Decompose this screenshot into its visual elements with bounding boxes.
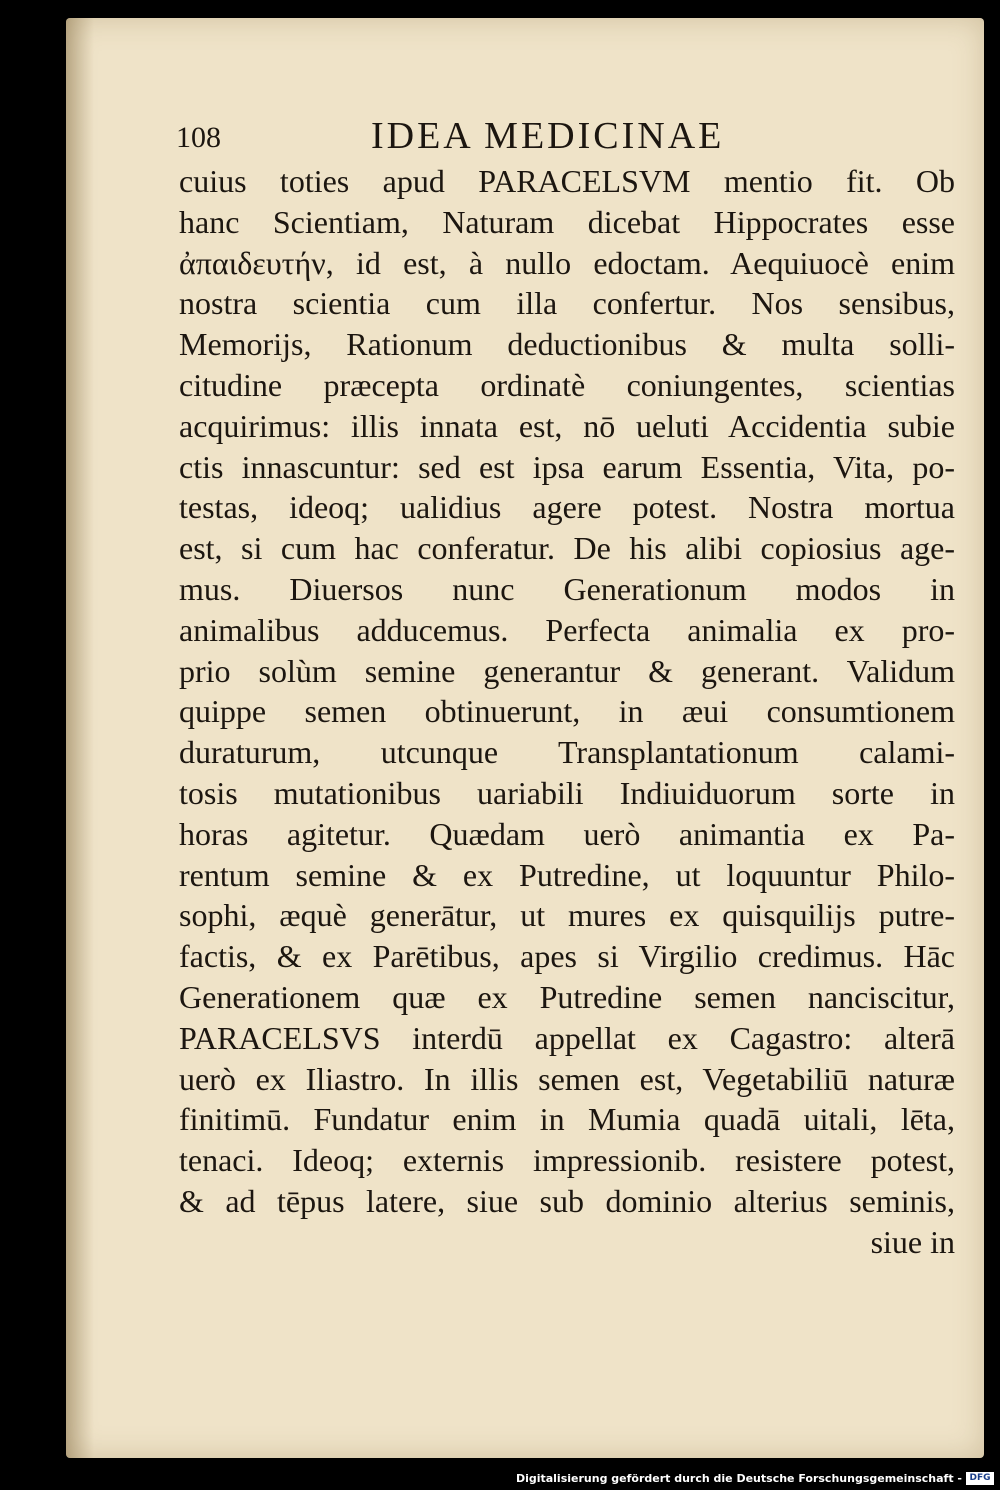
text-line: testas, ideoq; ualidius agere potest. Nostra mortua [179, 489, 955, 526]
catchword: siue in [870, 1223, 955, 1260]
text-line: sophi, æquè generātur, ut mures ex quisquilijs putre- [179, 897, 955, 934]
text-line: & ad tēpus latere, siue sub dominio alterius seminis, [179, 1182, 955, 1219]
digitization-credit: Digitalisierung gefördert durch die Deutsche Forschungsgemeinschaft - [515, 1472, 962, 1485]
text-line: factis, & ex Parētibus, apes si Virgilio credimus. Hāc [179, 938, 955, 975]
text-line: hanc Scientiam, Naturam dicebat Hippocrates esse [179, 203, 955, 240]
text-line: acquirimus: illis innata est, nō ueluti Accidentia subie [179, 407, 955, 444]
text-line: tosis mutationibus uariabili Indiuiduorum sorte in [179, 774, 955, 811]
text-line: ἀπαιδευτήν, id est, à nullo edoctam. Aequiuocè enim [179, 244, 955, 281]
text-line: quippe semen obtinuerunt, in æui consumtionem [179, 693, 955, 730]
text-line: finitimū. Fundatur enim in Mumia quadā uitali, lēta, [179, 1101, 955, 1138]
running-head: IDEA MEDICINAE [371, 115, 725, 157]
text-line: PARACELSVS interdū appellat ex Cagastro: alterā [179, 1019, 955, 1056]
text-line: est, si cum hac conferatur. De his alibi copiosius age- [179, 530, 955, 567]
text-line: rentum semine & ex Putredine, ut loquuntur Philo- [179, 856, 955, 893]
text-line: horas agitetur. Quædam uerò animantia ex Pa- [179, 815, 955, 852]
dfg-logo: DFG [966, 1472, 994, 1485]
body-text [179, 161, 955, 1263]
text-line: tenaci. Ideoq; externis impressionib. resistere potest, [179, 1142, 955, 1179]
text-line: Memorijs, Rationum deductionibus & multa solli- [179, 326, 955, 363]
text-line: uerò ex Iliastro. In illis semen est, Vegetabiliū naturæ [179, 1060, 955, 1097]
page-number: 108 [176, 121, 221, 154]
text-line: ctis innascuntur: sed est ipsa earum Essentia, Vita, po- [179, 448, 955, 485]
text-line: animalibus adducemus. Perfecta animalia ex pro- [179, 611, 955, 648]
text-line: mus. Diuersos nunc Generationum modos in [179, 570, 955, 607]
book-page [66, 18, 984, 1458]
text-line: prio solùm semine generantur & generant. Validum [179, 652, 955, 689]
text-line: Generationem quæ ex Putredine semen nanciscitur, [179, 978, 955, 1015]
text-line: citudine præcepta ordinatè coniungentes, scientias [179, 366, 955, 403]
text-line: cuius toties apud PARACELSVM mentio fit. Ob [179, 163, 955, 199]
text-line: duraturum, utcunque Transplantationum calami- [179, 734, 955, 771]
text-line: nostra scientia cum illa confertur. Nos sensibus, [179, 285, 955, 322]
